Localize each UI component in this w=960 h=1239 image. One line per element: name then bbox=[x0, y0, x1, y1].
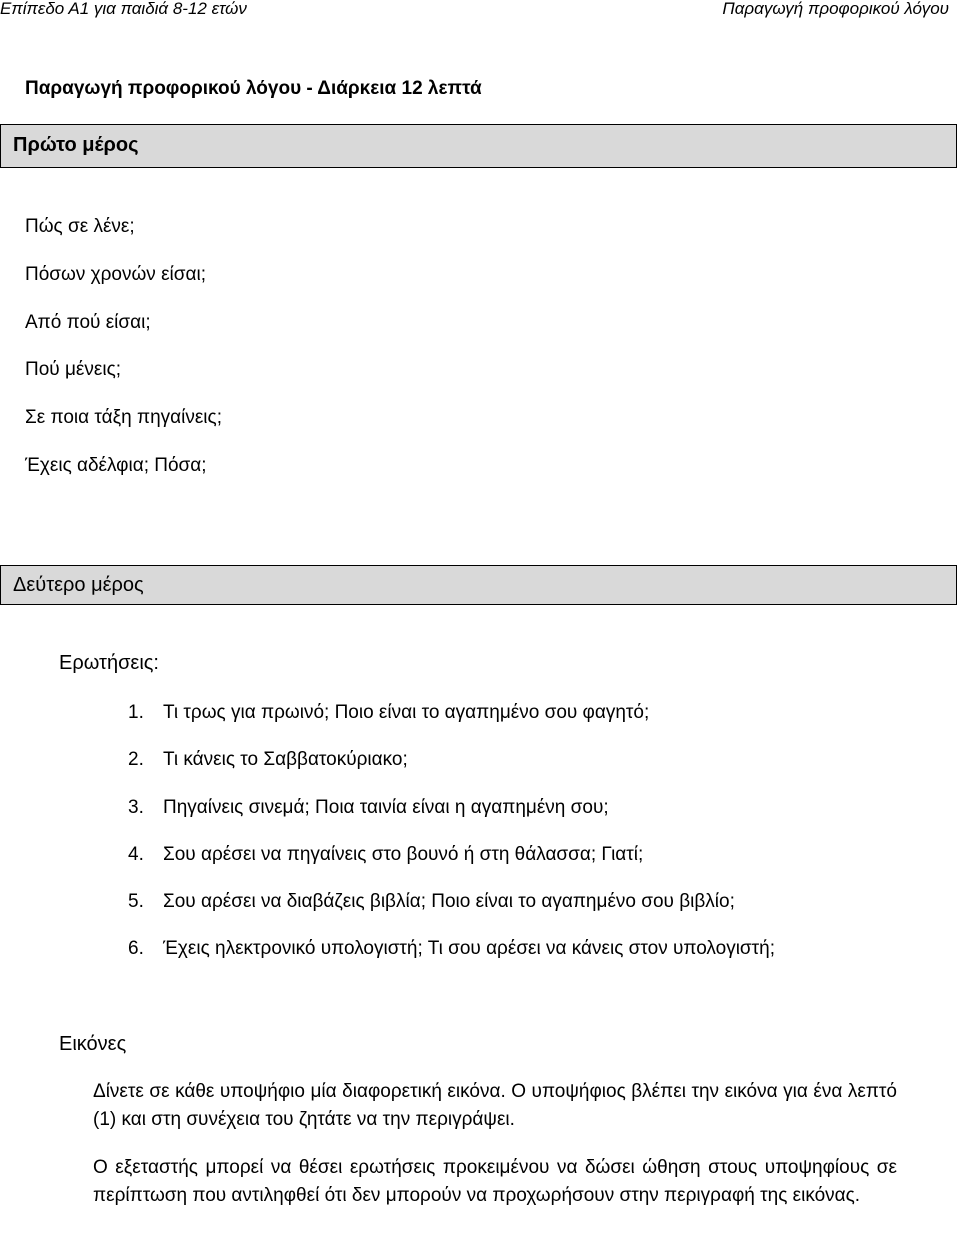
part1-question-3: Από πού είσαι; bbox=[25, 312, 151, 333]
images-label: Εικόνες bbox=[59, 1033, 127, 1055]
list-item-text: Σου αρέσει να διαβάζεις βιβλία; Ποιο είναι το αγαπημένο σου βιβλίο; bbox=[163, 891, 735, 912]
instructions-paragraph-2: Ο εξεταστής μπορεί να θέσει ερωτήσεις προκειμένου να δώσει ώθηση στους υποψηφίους σε περίπτωση που αντιληφθεί ότι δεν μπορούν να προχωρήσουν στην περιγραφή της εικόνας. bbox=[93, 1157, 897, 1206]
part1-question-2: Πόσων χρονών είσαι; bbox=[25, 264, 206, 285]
list-item-number: 3. bbox=[128, 797, 144, 818]
part1-question-5: Σε ποια τάξη πηγαίνεις; bbox=[25, 407, 222, 428]
list-item-number: 1. bbox=[128, 702, 144, 723]
list-item-text: Τι τρως για πρωινό; Ποιο είναι το αγαπημένο σου φαγητό; bbox=[163, 702, 650, 723]
instructions-paragraph-1: Δίνετε σε κάθε υποψήφιο μία διαφορετική εικόνα. Ο υποψήφιος βλέπει την εικόνα για ένα λεπτό (1) και στη συνέχεια του ζητάτε να την περιγράψει. bbox=[93, 1081, 897, 1130]
list-item-text: Σου αρέσει να πηγαίνεις στο βουνό ή στη θάλασσα; Γιατί; bbox=[163, 844, 644, 865]
part1-question-4: Πού μένεις; bbox=[25, 359, 122, 380]
part1-question-1: Πώς σε λένε; bbox=[25, 216, 135, 237]
list-item-number: 4. bbox=[128, 844, 144, 865]
list-item-text: Πηγαίνεις σινεμά; Ποια ταινία είναι η αγαπημένη σου; bbox=[163, 797, 609, 818]
list-item-number: 5. bbox=[128, 891, 144, 912]
list-item-text: Τι κάνεις το Σαββατοκύριακο; bbox=[163, 749, 408, 770]
part1-question-6: Έχεις αδέλφια; Πόσα; bbox=[25, 455, 207, 476]
list-item-text: Έχεις ηλεκτρονικό υπολογιστή; Τι σου αρέσει να κάνεις στον υπολογιστή; bbox=[163, 938, 775, 959]
section-heading-part-one: Πρώτο μέρος bbox=[0, 124, 957, 168]
header-section-text: Παραγωγή προφορικού λόγου bbox=[722, 0, 949, 18]
list-item-number: 6. bbox=[128, 938, 144, 959]
questions-label: Ερωτήσεις: bbox=[59, 652, 159, 674]
document-title: Παραγωγή προφορικού λόγου - Διάρκεια 12 λεπτά bbox=[25, 78, 482, 99]
list-item-number: 2. bbox=[128, 749, 144, 770]
section-heading-part-two: Δεύτερο μέρος bbox=[0, 565, 957, 605]
header-level-text: Επίπεδο Α1 για παιδιά 8-12 ετών bbox=[0, 0, 247, 18]
